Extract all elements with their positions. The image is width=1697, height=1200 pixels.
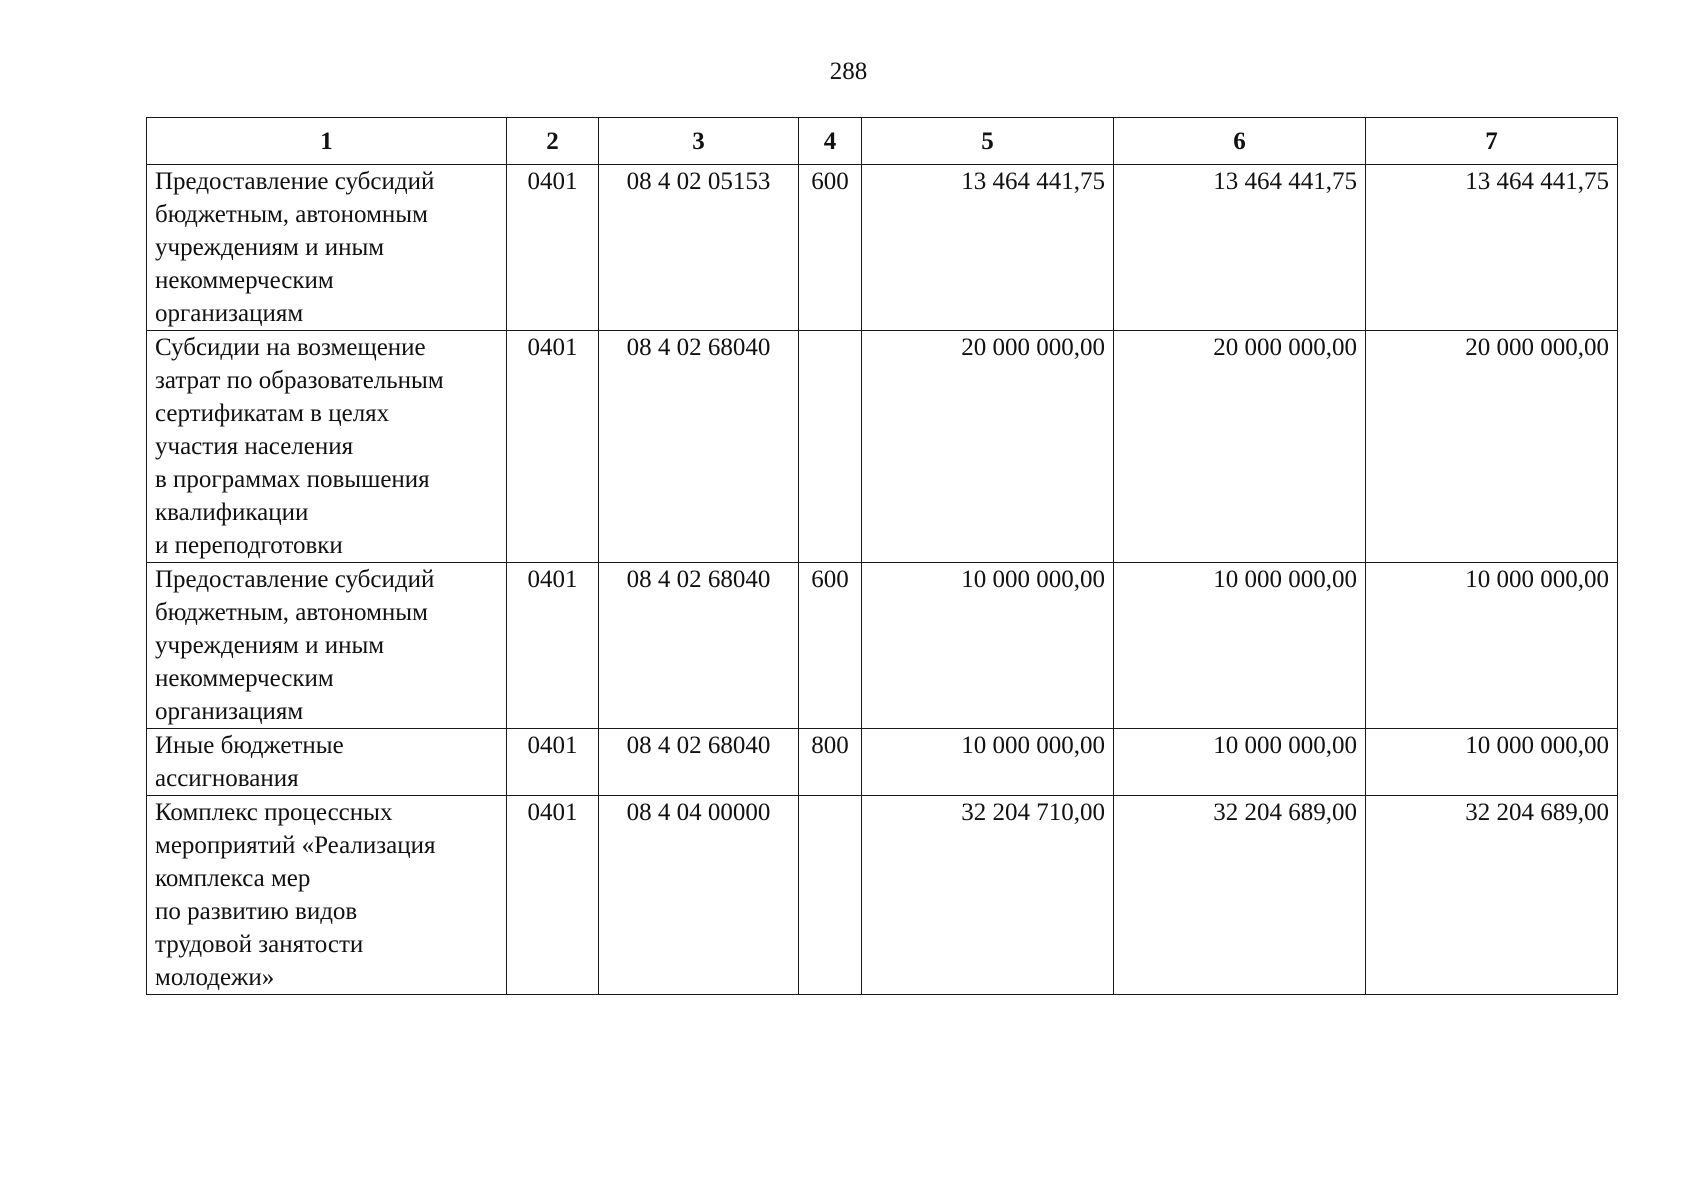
section-code-cell: 0401 — [507, 331, 599, 563]
name-line: Иные бюджетные — [155, 732, 344, 759]
name-line: Комплекс процессных — [155, 799, 393, 826]
table-row — [147, 563, 1618, 729]
target-code-cell: 08 4 02 05153 — [599, 165, 799, 331]
name-line: комплекса мер — [155, 865, 311, 892]
name-line: по развитию видов — [155, 898, 358, 925]
name-line: участия населения — [155, 433, 354, 460]
name-line: сертификатам в целях — [155, 400, 390, 427]
name-line: некоммерческим — [155, 267, 334, 294]
expense-type-cell — [799, 796, 862, 995]
amount-col-7-cell: 20 000 000,00 — [1366, 331, 1618, 563]
header-col-2: 2 — [507, 118, 599, 165]
name-line: молодежи» — [155, 964, 275, 991]
amount-col-6-cell: 20 000 000,00 — [1114, 331, 1366, 563]
header-col-7: 7 — [1366, 118, 1618, 165]
amount-col-5-cell: 13 464 441,75 — [862, 165, 1114, 331]
amount-col-7-cell: 32 204 689,00 — [1366, 796, 1618, 995]
header-col-5: 5 — [862, 118, 1114, 165]
name-line: организациям — [155, 698, 304, 725]
target-code-cell: 08 4 04 00000 — [599, 796, 799, 995]
table-row — [147, 165, 1618, 331]
name-line: в программах повышения — [155, 466, 430, 493]
budget-table — [146, 117, 1618, 995]
target-code-cell: 08 4 02 68040 — [599, 729, 799, 796]
amount-col-6-cell: 10 000 000,00 — [1114, 563, 1366, 729]
amount-col-6-cell: 10 000 000,00 — [1114, 729, 1366, 796]
amount-col-6-cell: 32 204 689,00 — [1114, 796, 1366, 995]
expense-type-cell: 800 — [799, 729, 862, 796]
expense-name-cell — [147, 729, 507, 796]
section-code-cell: 0401 — [507, 563, 599, 729]
name-line: квалификации — [155, 499, 309, 526]
expense-name-cell — [147, 331, 507, 563]
name-line: учреждениям и иным — [155, 234, 385, 261]
name-line: бюджетным, автономным — [155, 599, 428, 626]
amount-col-5-cell: 10 000 000,00 — [862, 729, 1114, 796]
header-col-4: 4 — [799, 118, 862, 165]
section-code-cell: 0401 — [507, 165, 599, 331]
name-line: ассигнования — [155, 765, 299, 792]
amount-col-6-cell: 13 464 441,75 — [1114, 165, 1366, 331]
target-code-cell: 08 4 02 68040 — [599, 331, 799, 563]
header-col-1: 1 — [147, 118, 507, 165]
name-line: мероприятий «Реализация — [155, 832, 436, 859]
expense-type-cell: 600 — [799, 165, 862, 331]
name-line: некоммерческим — [155, 665, 334, 692]
name-line: и переподготовки — [155, 532, 343, 559]
table-row — [147, 729, 1618, 796]
page-number: 288 — [829, 58, 868, 85]
name-line: бюджетным, автономным — [155, 201, 428, 228]
amount-col-5-cell: 10 000 000,00 — [862, 563, 1114, 729]
section-code-cell: 0401 — [507, 729, 599, 796]
name-line: Субсидии на возмещение — [155, 334, 426, 361]
expense-type-cell — [799, 331, 862, 563]
header-col-6: 6 — [1114, 118, 1366, 165]
table-row — [147, 331, 1618, 563]
expense-name-cell — [147, 165, 507, 331]
amount-col-7-cell: 10 000 000,00 — [1366, 563, 1618, 729]
expense-name-cell — [147, 563, 507, 729]
amount-col-5-cell: 32 204 710,00 — [862, 796, 1114, 995]
section-code-cell: 0401 — [507, 796, 599, 995]
name-line: Предоставление субсидий — [155, 168, 435, 195]
name-line: затрат по образовательным — [155, 367, 444, 394]
amount-col-7-cell: 13 464 441,75 — [1366, 165, 1618, 331]
table-row — [147, 796, 1618, 995]
header-col-3: 3 — [599, 118, 799, 165]
name-line: учреждениям и иным — [155, 632, 385, 659]
name-line: трудовой занятости — [155, 931, 364, 958]
header-row — [147, 118, 1618, 165]
expense-type-cell: 600 — [799, 563, 862, 729]
target-code-cell: 08 4 02 68040 — [599, 563, 799, 729]
amount-col-5-cell: 20 000 000,00 — [862, 331, 1114, 563]
name-line: организациям — [155, 300, 304, 327]
expense-name-cell — [147, 796, 507, 995]
name-line: Предоставление субсидий — [155, 566, 435, 593]
amount-col-7-cell: 10 000 000,00 — [1366, 729, 1618, 796]
